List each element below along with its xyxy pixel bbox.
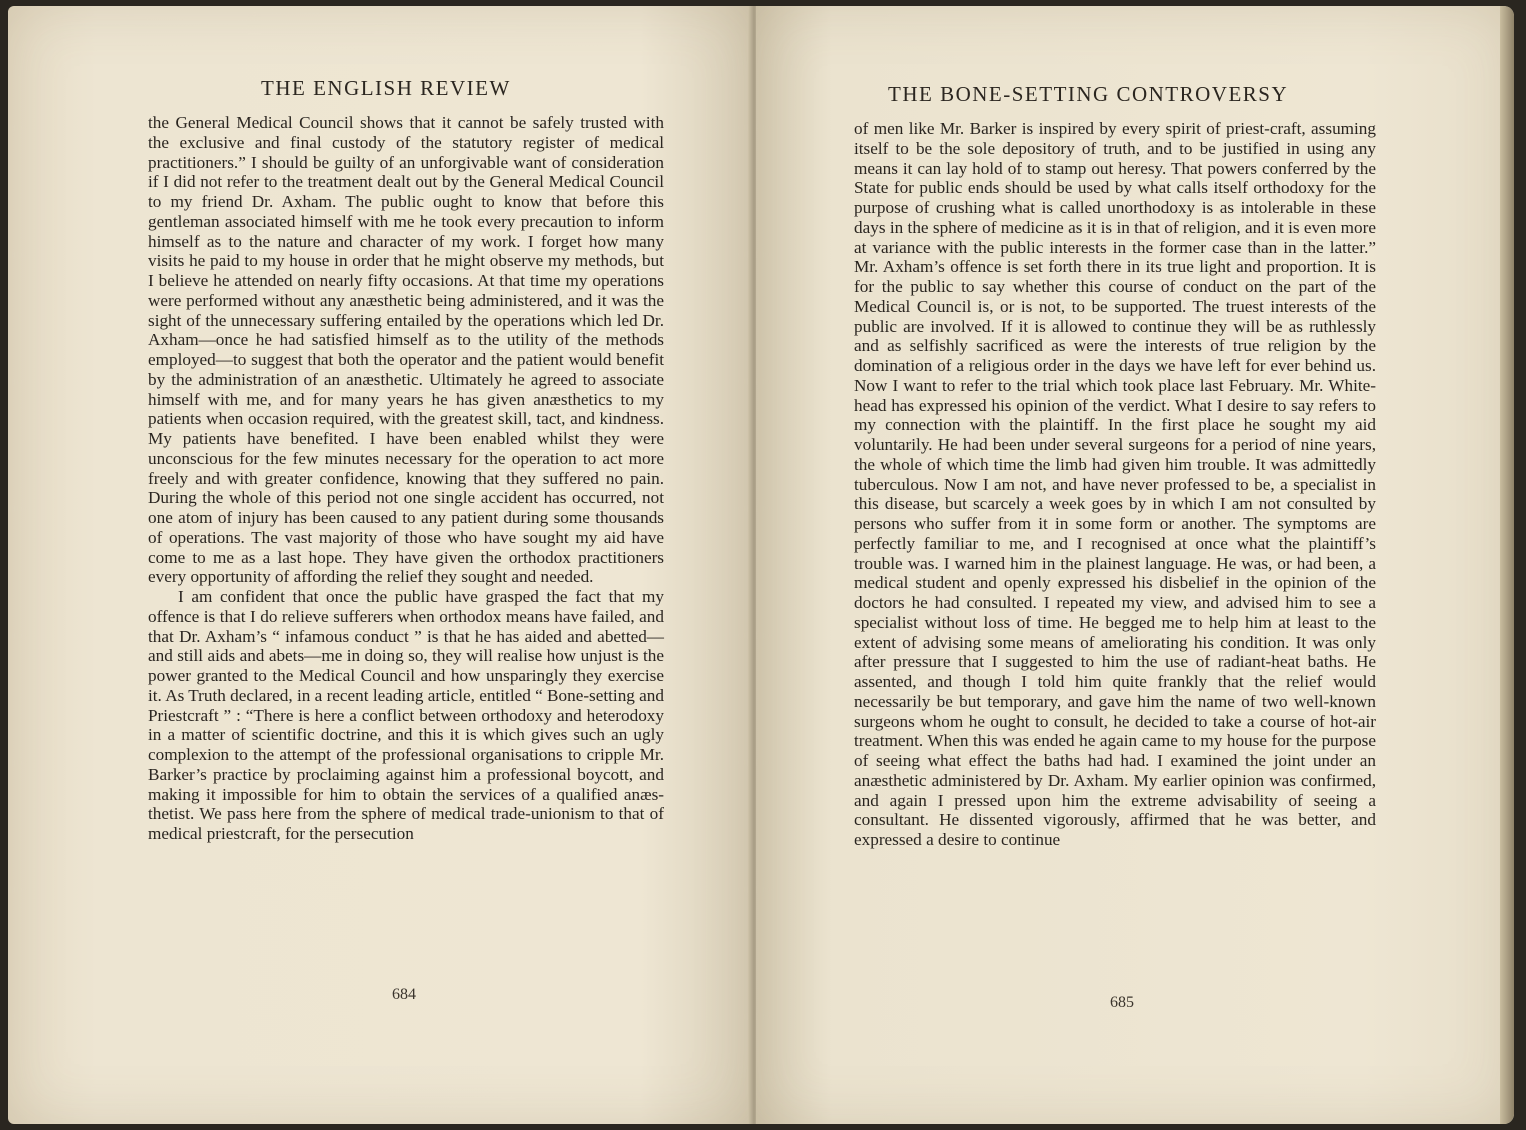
left-paragraph-1: the General Medical Council shows that it cannot be safely trusted with the exclusive and final custody of the statutory register of medical practitioners.” I should be guilty of an unforgivable want of consideration if I did not refer to the treatment dealt out by the General Medical Council to my friend Dr. Axham. The public ought to know that before this gentleman associated himself with me he took every precaution to inform himself as to the nature and character of my work. I forget how many visits he paid to my house in order that he might observe my methods, but I believe he attended on nearly fifty occasions. At that time my operations were performed without any anæsthetic being administered, and it was the sight of the unnecessary suffering entailed by the operations which led Dr. Axham—once he had satisfied himself as to the utility of the methods employed—to suggest that both the operator and the patient would benefit by the administration of an anæsthetic. Ultimately he agreed to associate himself with me, and for many years he has given anæsthetics to my patients when occasion required, with the greatest skill, tact, and kindness. My patients have benefited. I have been enabled whilst they were unconscious for the few minutes necessary for the operation to act more freely and with greater confidence, knowing that they suffered no pain. During the whole of this period not one single accident has occurred, not one atom of injury has been caused to any patient during some thousands of operations. The vast majority of those who have sought my aid have come to me as a last hope. They have given the orthodox practitioners every opportunity of affording the relief they sought and needed. bbox=[148, 113, 664, 587]
running-head-left: THE ENGLISH REVIEW bbox=[261, 76, 511, 100]
right-paragraph-1: of men like Mr. Barker is inspired by every spirit of priest-craft, assuming itself to be the sole depository of truth, and to be justified in using any means it can lay hold of to stamp out heresy. That powers conferred by the State for public ends should be used by what calls itself orthodoxy for the purpose of crushing what is called unorthodoxy is as intolerable in these days in the sphere of medicine as it is in that of religion, and it is even more at variance with the public interests in the former case than in the latter.” Mr. Axham’s offence is set forth there in its true light and proportion. It is for the public to say whether this course of conduct on the part of the Medical Council is, or is not, to be supported. The truest interests of the public are involved. If it is allowed to continue they will be as ruthlessly and as selfishly sacrificed as were the interests of true religion by the domination of a religious order in the days we have left for ever behind us. Now I want to refer to the trial which took place last February. Mr. White-head has expressed his opinion of the verdict. What I desire to say refers to my connection with the plaintiff. In the first place he sought my aid voluntarily. He had been under several surgeons for a period of nine years, the whole of which time the limb had given him trouble. It was admittedly tuberculous. Now I am not, and have never professed to be, a specialist in this disease, but scarcely a week goes by in which I am not consulted by persons who suffer from it in some form or another. The symptoms are perfectly familiar to me, and I recognised at once what the plaintiff’s trouble was. I warned him in the plainest language. He was, or had been, a medical student and openly expressed his disbelief in the opinion of the doctors he had consulted. I repeated my view, and advised him to see a specialist without loss of time. He begged me to help him at least to the extent of advising some means of ameliorating his condition. It was only after pressure that I suggested to him the use of radiant-heat baths. He assented, and though I told him quite frankly that the relief would necessarily be but temporary, and gave him the name of two well-known surgeons whom he ought to consult, he decided to take a course of hot-air treatment. When this was ended he again came to my house for the purpose of seeing what effect the baths had had. I examined the joint under an anæsthetic administered by Dr. Axham. My earlier opinion was confirmed, and again I pressed upon him the extreme advisability of seeing a consultant. He dissented vigorously, affirmed that he was better, and expressed a desire to continue bbox=[854, 119, 1376, 849]
page-number-left: 684 bbox=[392, 986, 416, 1003]
right-page bbox=[756, 6, 1514, 1124]
left-page-body bbox=[148, 113, 664, 844]
right-page-body bbox=[854, 119, 1376, 850]
left-page bbox=[8, 6, 752, 1124]
page-number-right: 685 bbox=[1110, 994, 1134, 1011]
page-edge bbox=[1500, 6, 1514, 1124]
running-head-right: THE BONE-SETTING CONTROVERSY bbox=[888, 82, 1289, 106]
left-paragraph-2: I am confident that once the public have grasped the fact that my offence is that I do relieve sufferers when orthodox means have failed, and that Dr. Axham’s “ infamous conduct ” is that he has aided and abetted—and still aids and abets—me in doing so, they will realise how unjust is the power granted to the Medical Council and how unsparingly they exercise it. As Truth declared, in a recent leading article, entitled “ Bone-setting and Priestcraft ” : “There is here a conflict between orthodoxy and heterodoxy in a matter of scientific doctrine, and this it is which gives such an ugly complexion to the attempt of the professional organisations to cripple Mr. Barker’s practice by proclaiming against him a professional boycott, and making it impossible for him to obtain the services of a qualified anæs-thetist. We pass here from the sphere of medical trade-unionism to that of medical priestcraft, for the persecution bbox=[148, 587, 664, 843]
